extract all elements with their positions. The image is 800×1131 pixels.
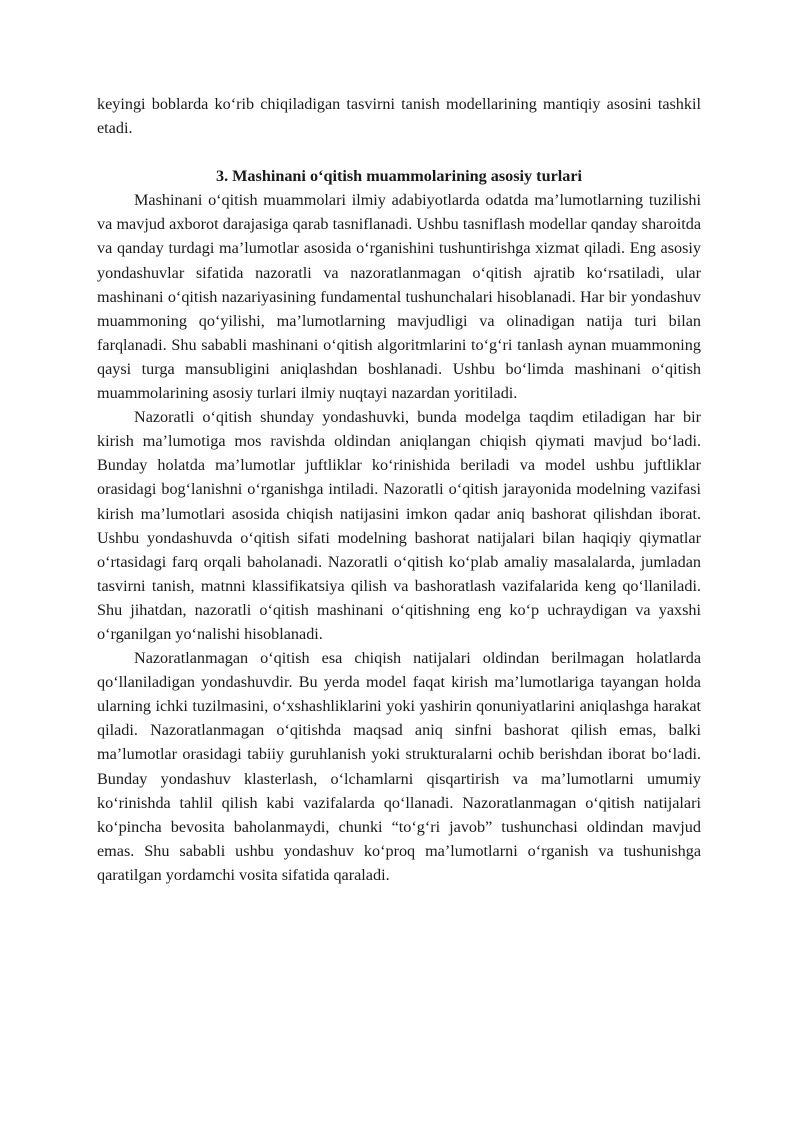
paragraph-supervised: Nazoratli o‘qitish shunday yondashuvki, bunda modelga taqdim etiladigan har bir kirish ma’lumotiga mos ravishda oldindan aniqlangan chiqish qiymati mavjud bo‘ladi. Bunday holatda ma’lumotlar juftliklar ko‘rinishida beriladi va model ushbu juftliklar orasidagi bog‘lanishni o‘rganishga intiladi. Nazoratli o‘qitish jarayonida modelning vazifasi kirish ma’lumotlari asosida chiqish natijasini imkon qadar aniq bashorat qilishdan iborat. Ushbu yondashuvda o‘qitish sifati modelning bashorat natijalari bilan haqiqiy qiymatlar o‘rtasidagi farq orqali baholanadi. Nazoratli o‘qitish ko‘plab amaliy masalalarda, jumladan tasvirni tanish, matnni klassifikatsiya qilish va bashoratlash vazifalarida keng qo‘llaniladi. Shu jihatdan, nazoratli o‘qitish mashinani o‘qitishning eng ko‘p uchraydigan va yaxshi o‘rganilgan yo‘nalishi hisoblanadi.: [97, 408, 701, 643]
paragraph-classification: Mashinani o‘qitish muammolari ilmiy adabiyotlarda odatda ma’lumotlarning tuzilishi va mavjud axborot darajasiga qarab tasniflanadi. Ushbu tasniflash modellar qanday sharoitda va qanday turdagi ma’lumotlar asosida o‘rganishini tushuntirishga xizmat qiladi. Eng asosiy yondashuvlar sifatida nazoratli va nazoratlanmagan o‘qitish ajratib ko‘rsatiladi, ular mashinani o‘qitish nazariyasining fundamental tushunchalari hisoblanadi. Har bir yondashuv muammoning qo‘yilishi, ma’lumotlarning mavjudligi va olinadigan natija turi bilan farqlanadi. Shu sababli mashinani o‘qitish algoritmlarini to‘g‘ri tanlash aynan muammoning qaysi turga mansubligini aniqlashdan boshlanadi. Ushbu bo‘limda mashinani o‘qitish muammolarining asosiy turlari ilmiy nuqtayi nazardan yoritiladi.: [97, 191, 701, 403]
intro-paragraph: keyingi boblarda ko‘rib chiqiladigan tasvirni tanish modellarining mantiqiy asosini tashkil etadi.: [97, 95, 701, 138]
section-heading: 3. Mashinani o‘qitish muammolarining asosiy turlari: [215, 167, 583, 186]
paragraph-unsupervised: Nazoratlanmagan o‘qitish esa chiqish natijalari oldindan berilmagan holatlarda qo‘llaniladigan yondashuvdir. Bu yerda model faqat kirish ma’lumotlariga tayangan holda ularning ichki tuzilmasini, o‘xshashliklarini yoki yashirin qonuniyatlarini aniqlashga harakat qiladi. Nazoratlanmagan o‘qitishda maqsad aniq sinfni bashorat qilish emas, balki ma’lumotlar orasidagi tabiiy guruhlanish yoki strukturalarni ochib berishdan iborat bo‘ladi. Bunday yondashuv klasterlash, o‘lchamlarni qisqartirish va ma’lumotlarni umumiy ko‘rinishda tahlil qilish kabi vazifalarda qo‘llanadi. Nazoratlanmagan o‘qitish natijalari ko‘pincha bevosita baholanmaydi, chunki “to‘g‘ri javob” tushunchasi oldindan mavjud emas. Shu sababli ushbu yondashuv ko‘proq ma’lumotlarni o‘rganish va tushunishga qaratilgan yordamchi vosita sifatida qaraladi.: [97, 649, 701, 884]
document-page: [97, 92, 701, 887]
